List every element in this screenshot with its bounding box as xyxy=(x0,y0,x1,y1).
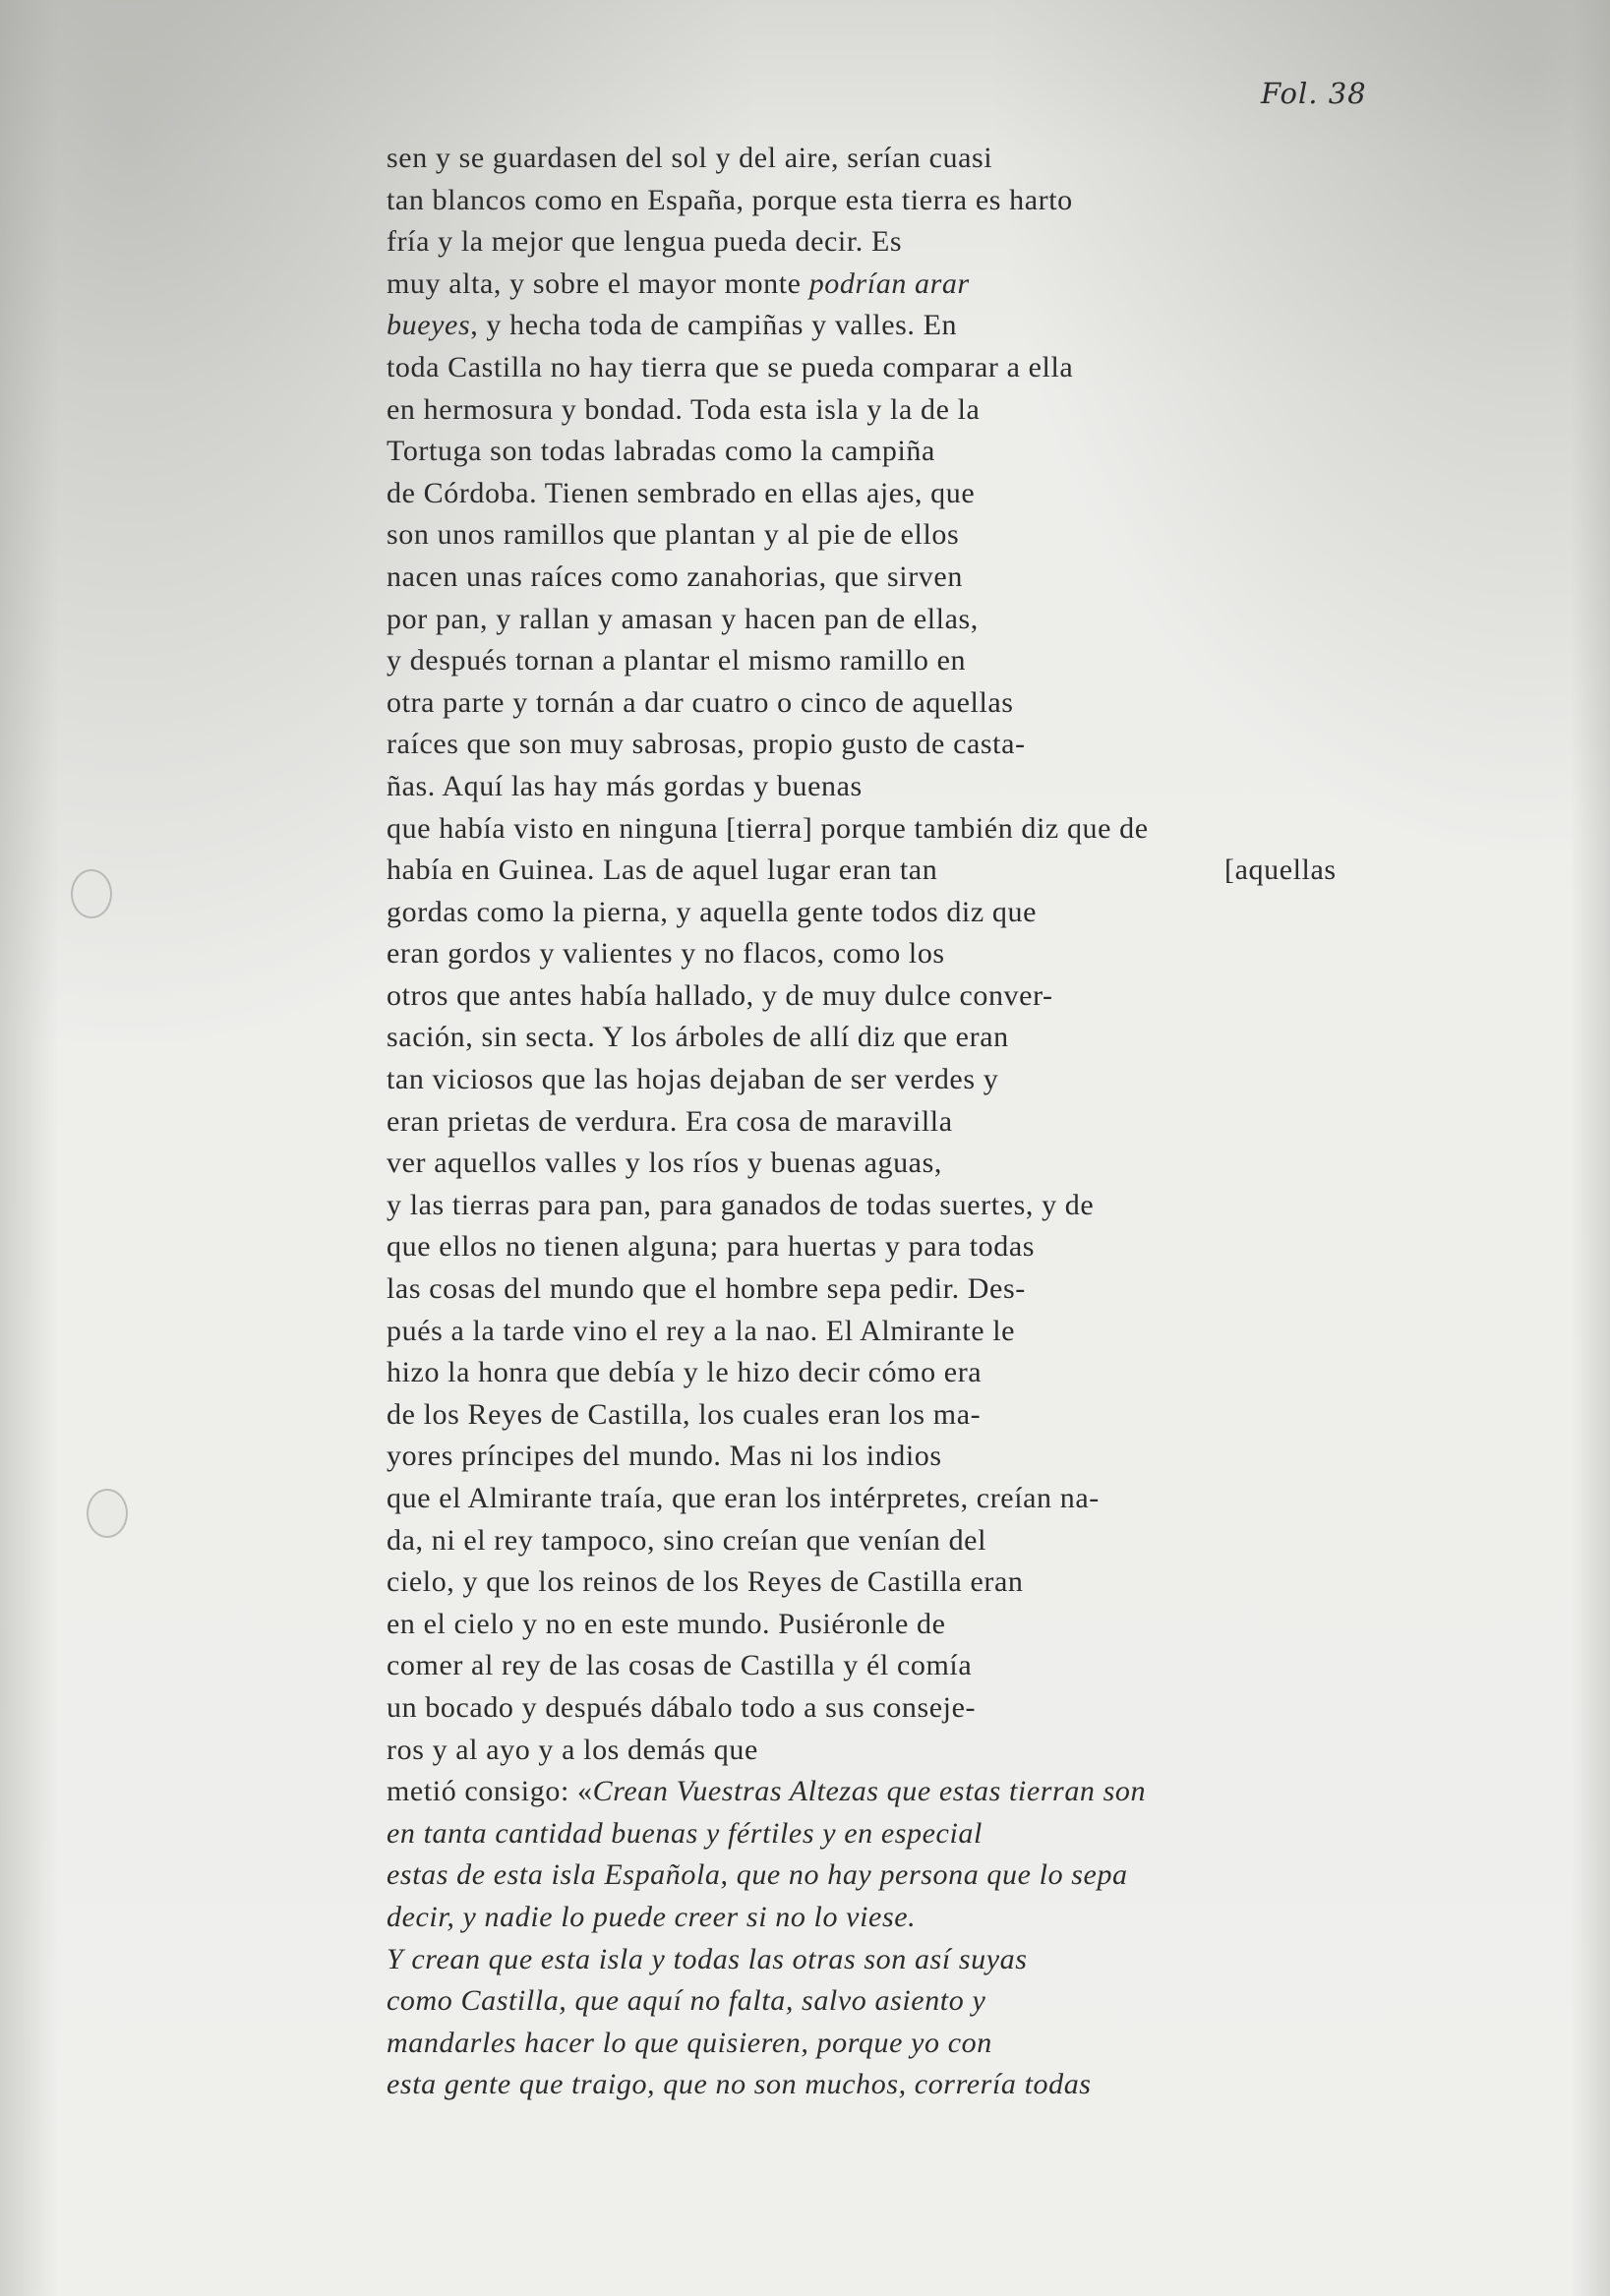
text-line: un bocado y después dábalo todo a sus conseje- xyxy=(387,1690,977,1724)
text-line: tan blancos como en España, porque esta tierra es harto xyxy=(387,183,1073,216)
text-line: eran prietas de verdura. Era cosa de maravilla xyxy=(387,1104,953,1138)
text-line: eran gordos y valientes y no flacos, como los xyxy=(387,937,945,971)
punch-hole-mark xyxy=(87,1489,128,1538)
scan-shadow-left xyxy=(0,0,59,2296)
text-line: de los Reyes de Castilla, los cuales eran los ma- xyxy=(387,1397,982,1431)
quote-line: en tanta cantidad buenas y fértiles y en especial xyxy=(387,1816,983,1850)
text-line: hizo la honra que debía y le hizo decir cómo era xyxy=(387,1356,983,1389)
text-line xyxy=(387,850,1370,892)
text-line: otra parte y tornán a dar cuatro o cinco de aquellas xyxy=(387,685,1014,719)
text-line: que el Almirante traía, que eran los intérpretes, creían na- xyxy=(387,1482,1100,1514)
text-line: sen y se guardasen del sol y del aire, serían cuasi xyxy=(387,142,993,174)
text-line: por pan, y rallan y amasan y hacen pan de ellas, xyxy=(387,602,979,635)
text-line: y después tornan a plantar el mismo ramillo en xyxy=(387,644,967,677)
text-line: las cosas del mundo que el hombre sepa pedir. Des- xyxy=(387,1272,1026,1306)
text-line xyxy=(387,264,1370,306)
text-line: otros que antes había hallado, y de muy dulce conver- xyxy=(387,978,1053,1012)
text-line: comer al rey de las cosas de Castilla y él comía xyxy=(387,1649,973,1682)
text-line: tan viciosos que las hojas dejaban de ser verdes y xyxy=(387,1063,999,1096)
text-line: nacen unas raíces como zanahorias, que sirven xyxy=(387,559,963,593)
text-line: en hermosura y bondad. Toda esta isla y la de la xyxy=(387,392,981,426)
text-line: yores príncipes del mundo. Mas ni los indios xyxy=(387,1440,942,1473)
text-line: raíces que son muy sabrosas, propio gusto de casta- xyxy=(387,728,1026,761)
quote-line: estas de esta isla Española, que no hay persona que lo sepa xyxy=(387,1858,1128,1892)
text-line: y las tierras para pan, para ganados de todas suertes, y de xyxy=(387,1188,1095,1221)
text-span: metió consigo: « xyxy=(387,1775,593,1808)
text-line: ver aquellos valles y los ríos y buenas aguas, xyxy=(387,1147,942,1180)
italic-span: bueyes xyxy=(387,309,471,342)
text-span: , y hecha toda de campiñas y valles. En xyxy=(470,309,958,342)
text-line: da, ni el rey tampoco, sino creían que venían del xyxy=(387,1523,987,1557)
folio-number: Fol. 38 xyxy=(1261,77,1367,110)
text-line: pués a la tarde vino el rey a la nao. El Almirante le xyxy=(387,1314,1016,1347)
text-line: de Córdoba. Tienen sembrado en ellas ajes, que xyxy=(387,476,976,509)
italic-span: podrían arar xyxy=(808,266,970,300)
quote-line: decir, y nadie lo puede creer si no lo viese. xyxy=(387,1900,917,1933)
text-line: fría y la mejor que lengua pueda decir. Es xyxy=(387,225,903,259)
text-line: en el cielo y no en este mundo. Pusiéronle de xyxy=(387,1607,946,1640)
quote-line: como Castilla, que aquí no falta, salvo asiento y xyxy=(387,1984,986,2018)
punch-hole-mark xyxy=(71,869,112,918)
text-line: ros y al ayo y a los demás que xyxy=(387,1733,758,1766)
text-line: sación, sin secta. Y los árboles de allí diz que eran xyxy=(387,1021,1009,1054)
text-line: cielo, y que los reinos de los Reyes de Castilla eran xyxy=(387,1565,1024,1599)
text-span: muy alta, y sobre el mayor monte xyxy=(387,266,809,300)
text-line: ñas. Aquí las hay más gordas y buenas xyxy=(387,769,863,802)
document-body xyxy=(387,138,1370,2106)
scan-shadow-right xyxy=(1571,0,1610,2296)
italic-span: Crean Vuestras Altezas que estas tierran son xyxy=(592,1775,1147,1808)
bracket-note: [aquellas xyxy=(1224,854,1337,887)
quote-line: mandarles hacer lo que quisieren, porque yo con xyxy=(387,2026,992,2059)
text-line: toda Castilla no hay tierra que se pueda comparar a ella xyxy=(387,350,1074,383)
text-line: Tortuga son todas labradas como la campiña xyxy=(387,435,935,468)
text-span: había en Guinea. Las de aquel lugar eran tan xyxy=(387,854,938,887)
text-line: que había visto en ninguna [tierra] porque también diz que de xyxy=(387,811,1149,845)
text-line xyxy=(387,1771,1370,1813)
quote-line: esta gente que traigo, que no son muchos, correría todas xyxy=(387,2068,1092,2101)
quote-line: Y crean que esta isla y todas las otras son así suyas xyxy=(387,1942,1028,1975)
text-line: gordas como la pierna, y aquella gente todos diz que xyxy=(387,895,1037,928)
text-line xyxy=(387,305,1370,347)
text-line: son unos ramillos que plantan y al pie de ellos xyxy=(387,518,960,552)
text-line: que ellos no tienen alguna; para huertas y para todas xyxy=(387,1230,1036,1264)
